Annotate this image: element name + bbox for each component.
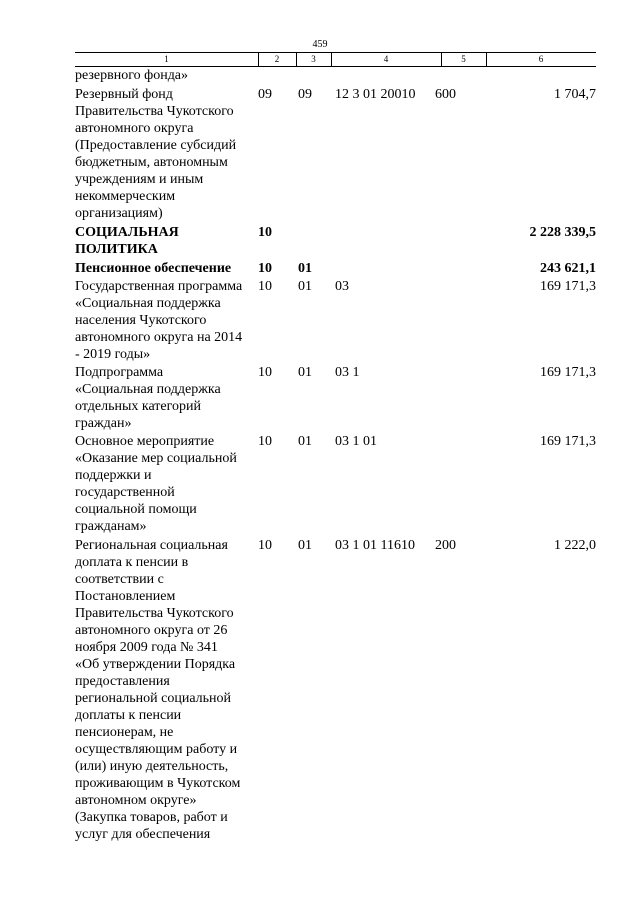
row-podrazdel: 01 [298, 434, 312, 449]
row-csr: 03 1 01 11610 [335, 538, 415, 553]
row-podrazdel: 09 [298, 87, 312, 102]
row-vr: 200 [435, 538, 456, 553]
header-col-4: 4 [383, 54, 389, 64]
header-col-6: 6 [538, 54, 544, 64]
row-csr: 03 1 01 [335, 434, 377, 449]
header-col-2: 2 [274, 54, 280, 64]
row-name: СОЦИАЛЬНАЯ ПОЛИТИКА [75, 225, 179, 257]
header-col-5: 5 [461, 54, 466, 64]
row-razdel: 10 [258, 279, 272, 294]
row-sum: 169 171,3 [540, 279, 596, 294]
row-podrazdel: 01 [298, 279, 312, 294]
row-sum: 169 171,3 [540, 434, 596, 449]
row-vr: 600 [435, 87, 456, 102]
row-name: Пенсионное обеспечение [75, 261, 232, 276]
row-sum: 1 222,0 [554, 538, 596, 553]
row-podrazdel: 01 [298, 365, 312, 380]
row-name: Основное мероприятие «Оказание мер социальной поддержки и государственной социальной помощи гражданам» [75, 434, 237, 534]
row-sum: 2 228 339,5 [529, 225, 596, 240]
row-razdel: 10 [258, 261, 272, 276]
row-podrazdel: 01 [298, 261, 312, 276]
header-col-1: 1 [164, 54, 169, 64]
row-razdel: 10 [258, 225, 272, 240]
row-name: резервного фонда» [75, 68, 189, 83]
row-csr: 03 1 [335, 365, 360, 380]
row-csr: 12 3 01 20010 [335, 87, 416, 102]
row-name: Региональная социальная доплата к пенсии в соответствии с Постановлением Правительства Чукотского автономного округа от 26 ноября 2009 года № 341 «Об утверждении Порядка предоставления региональной социальной доплаты к пенсии пенсионерам, не осуществляющим работу и (или) иную деятельность, проживающим в Чукотском автономном округе» (Закупка товаров, работ и услуг для обеспечения [75, 538, 241, 842]
table-header [75, 52, 596, 67]
header-col-3: 3 [311, 54, 316, 64]
row-razdel: 10 [258, 365, 272, 380]
row-name: Государственная программа «Социальная поддержка населения Чукотского автономного округа на 2014 - 2019 годы» [75, 279, 243, 362]
row-sum: 1 704,7 [554, 87, 596, 102]
row-name: Подпрограмма «Социальная поддержка отдельных категорий граждан» [75, 365, 221, 431]
page-number: 459 [312, 39, 328, 50]
row-podrazdel: 01 [298, 538, 312, 553]
row-razdel: 10 [258, 434, 272, 449]
row-name: Резервный фонд Правительства Чукотского автономного округа (Предоставление субсидий бюджетным, автономным учреждениям и иным некоммерческим организациям) [75, 87, 237, 221]
row-sum: 169 171,3 [540, 365, 596, 380]
row-razdel: 09 [258, 87, 272, 102]
row-sum: 243 621,1 [540, 261, 596, 276]
row-razdel: 10 [258, 538, 272, 553]
row-csr: 03 [335, 279, 349, 294]
